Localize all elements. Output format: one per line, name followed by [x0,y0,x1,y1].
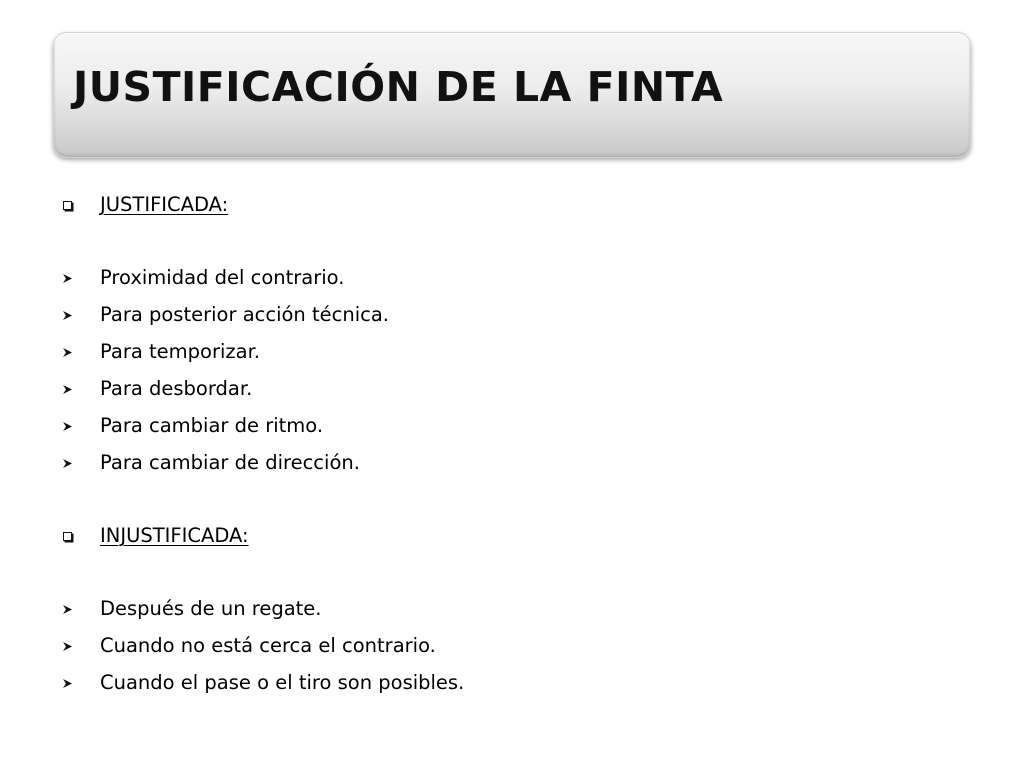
section-heading-justificada [60,186,960,223]
list-item [60,664,960,701]
list-item-text: Cuando no está cerca el contrario. [100,633,436,657]
arrow-bullet-icon [60,639,100,652]
arrow-bullet-icon [60,382,100,395]
arrow-bullet-icon [60,271,100,284]
arrow-bullet-icon [60,602,100,615]
list-item [60,333,960,370]
arrow-bullet-icon [60,345,100,358]
list-item [60,407,960,444]
section-heading-injustificada [60,517,960,554]
list-item [60,444,960,481]
spacer [60,481,960,517]
list-item [60,259,960,296]
arrow-bullet-icon [60,419,100,432]
slide-title: JUSTIFICACIÓN DE LA FINTA [73,63,724,111]
list-item [60,296,960,333]
arrow-bullet-icon [60,308,100,321]
arrow-bullet-icon [60,676,100,689]
list-item [60,627,960,664]
spacer [60,554,960,590]
list-item-text: Para cambiar de ritmo. [100,413,324,437]
list-item-text: Después de un regate. [100,596,322,620]
list-item [60,370,960,407]
list-item-text: Para posterior acción técnica. [100,302,389,326]
list-item-text: Cuando el pase o el tiro son posibles. [100,670,465,694]
list-item [60,590,960,627]
title-banner [53,32,971,158]
slide-body [60,186,960,701]
section-heading-label: JUSTIFICADA: [100,192,229,216]
list-item-text: Para cambiar de dirección. [100,450,360,474]
list-item-text: Para desbordar. [100,376,253,400]
square-bullet-icon [60,199,100,210]
section-heading-label: INJUSTIFICADA: [100,523,249,547]
list-item-text: Para temporizar. [100,339,260,363]
square-bullet-icon [60,530,100,541]
spacer [60,223,960,259]
list-item-text: Proximidad del contrario. [100,265,345,289]
arrow-bullet-icon [60,456,100,469]
